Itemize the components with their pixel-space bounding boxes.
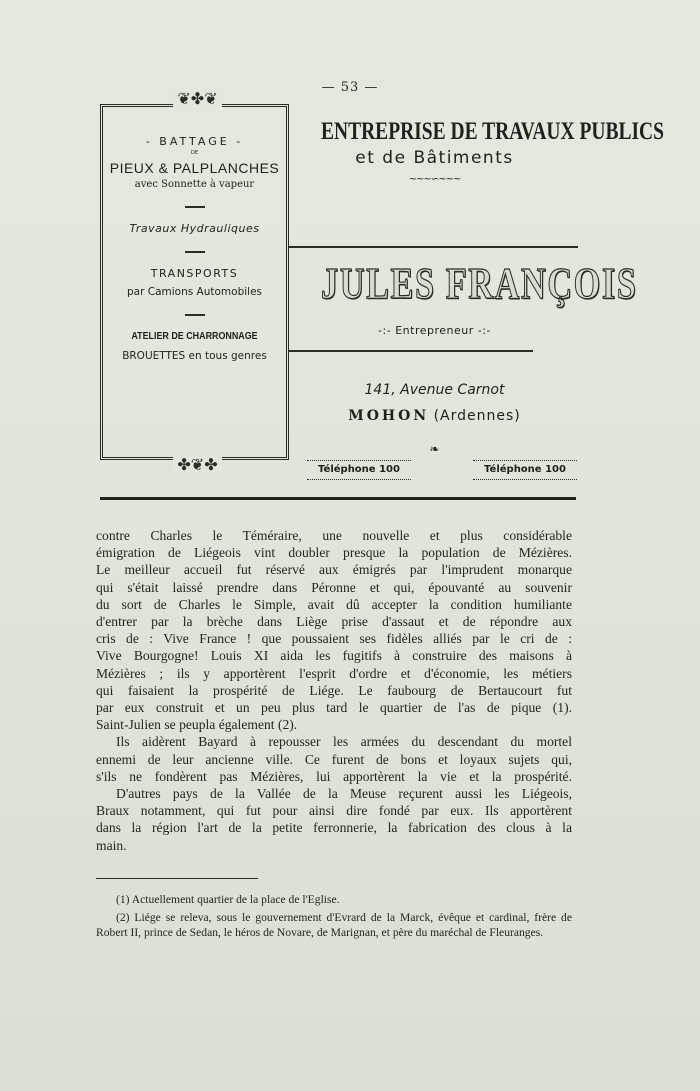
ornament-top-icon: ❦✤❦ [103, 91, 292, 107]
text-line: Vive Bourgogne! Louis XI aida les fugitifs à construire des maisons à [96, 648, 572, 664]
text-line: émigration de Liégeois vint doubler presque la population de Mézières. [96, 545, 572, 561]
text-line: cris de : Vive France ! que poussaient ses fidèles alliés par le cri de : [96, 631, 572, 647]
text-line: ennemi de leur ancienne ville. Ce furent de bons et loyaux sujets qui, [96, 751, 572, 767]
text-line: qui s'était laissé prendre dans Péronne et qui, épouvanté au souvenir [96, 579, 572, 595]
text-line: contre Charles le Téméraire, une nouvelle et plus considérable [96, 528, 572, 543]
brouettes-text: BROUETTES en tous genres [122, 350, 267, 362]
section-divider [100, 497, 576, 500]
company-header [289, 104, 664, 475]
battage-heading: - BATTAGE - [145, 135, 244, 148]
proprietor-name: JULES FRANÇOIS [321, 259, 638, 308]
entrepreneur-label: -:- Entrepreneur -:- [378, 324, 491, 337]
city-name: MOHON [348, 408, 430, 424]
text-line: Braux notamment, qui fut pour ainsi dire fondé par eux. Ils apportèrent [96, 803, 572, 819]
text-line: Saint-Julien se peupla également (2). [96, 717, 298, 733]
hydrauliques-text: Travaux Hydrauliques [129, 222, 260, 235]
divider [185, 206, 205, 208]
text-line: du sort de Charles le Simple, avait dû accepter la condition humiliante [96, 596, 572, 612]
camions-text: par Camions Automobiles [126, 286, 262, 298]
text-line: Le meilleur accueil fut réservé aux émigrés par l'imprudent monarque [96, 562, 572, 578]
text-line: Mézières ; ils y apportèrent l'esprit d'ordre et d'économie, les métiers [96, 665, 572, 681]
atelier-heading: ATELIER DE CHARRONNAGE [131, 330, 258, 342]
transports-heading: TRANSPORTS [150, 267, 239, 280]
text-line: d'entrer par la brèche dans Liège prise d'assaut et de répondre aux [96, 614, 572, 630]
small-ornament-icon: ❧ [429, 442, 440, 456]
footnotes [96, 892, 572, 943]
de-label: DE [190, 150, 198, 156]
divider [185, 314, 205, 316]
pieux-heading: PIEUX & PALPLANCHES [109, 160, 280, 176]
footnote-1: (1) Actuellement quartier de la place de l'Eglise. [116, 893, 340, 906]
text-line: s'ils ne fondèrent pas Mézières, lui apportèrent la vie et la prospérité. [96, 768, 572, 784]
department-name: (Ardennes) [433, 408, 521, 424]
telephone-right: Téléphone 100 [473, 460, 577, 480]
text-line: main. [96, 837, 127, 853]
street-address: 141, Avenue Carnot [364, 382, 505, 398]
rule-lower [289, 350, 533, 352]
divider [185, 251, 205, 253]
advert-box [100, 89, 289, 474]
entreprise-title: ENTREPRISE DE TRAVAUX PUBLICS [321, 118, 664, 145]
page-number: — 53 — [321, 80, 379, 95]
footnote-2: (2) Liége se releva, sous le gouvernement d'Evrard de la Marck, évêque et cardinal, frère de Robert II, prince de Sedan, le héros de Novare, de Marignan, et père du maréchal de Fleuranges. [96, 911, 572, 939]
sonnette-text: avec Sonnette à vapeur [134, 179, 255, 190]
telephone-left: Téléphone 100 [307, 460, 411, 480]
batiments-subtitle: et de Bâtiments [355, 148, 514, 168]
rule-upper [289, 246, 578, 248]
text-line: qui faisaient la prospérité de Liége. Le faubourg de Bertaucourt fut [96, 682, 572, 698]
ornament-bottom-icon: ✤❦✤ [103, 457, 292, 473]
text-line: D'autres pays de la Vallée de la Meuse reçurent aussi les Liégeois, [116, 786, 572, 802]
footnote-rule [96, 878, 258, 879]
city-line [289, 408, 580, 424]
text-line: dans la région l'art de la petite ferronnerie, la fabrication des clous à la [96, 820, 572, 836]
text-line: par eux construit et un peu plus tard le quartier de l'as de pique (1). [96, 700, 572, 716]
body-text [96, 527, 572, 854]
text-line: Ils aidèrent Bayard à repousser les armées du descendant du mortel [116, 734, 572, 750]
flourish-icon: ~~~∽~~~ [408, 174, 461, 185]
